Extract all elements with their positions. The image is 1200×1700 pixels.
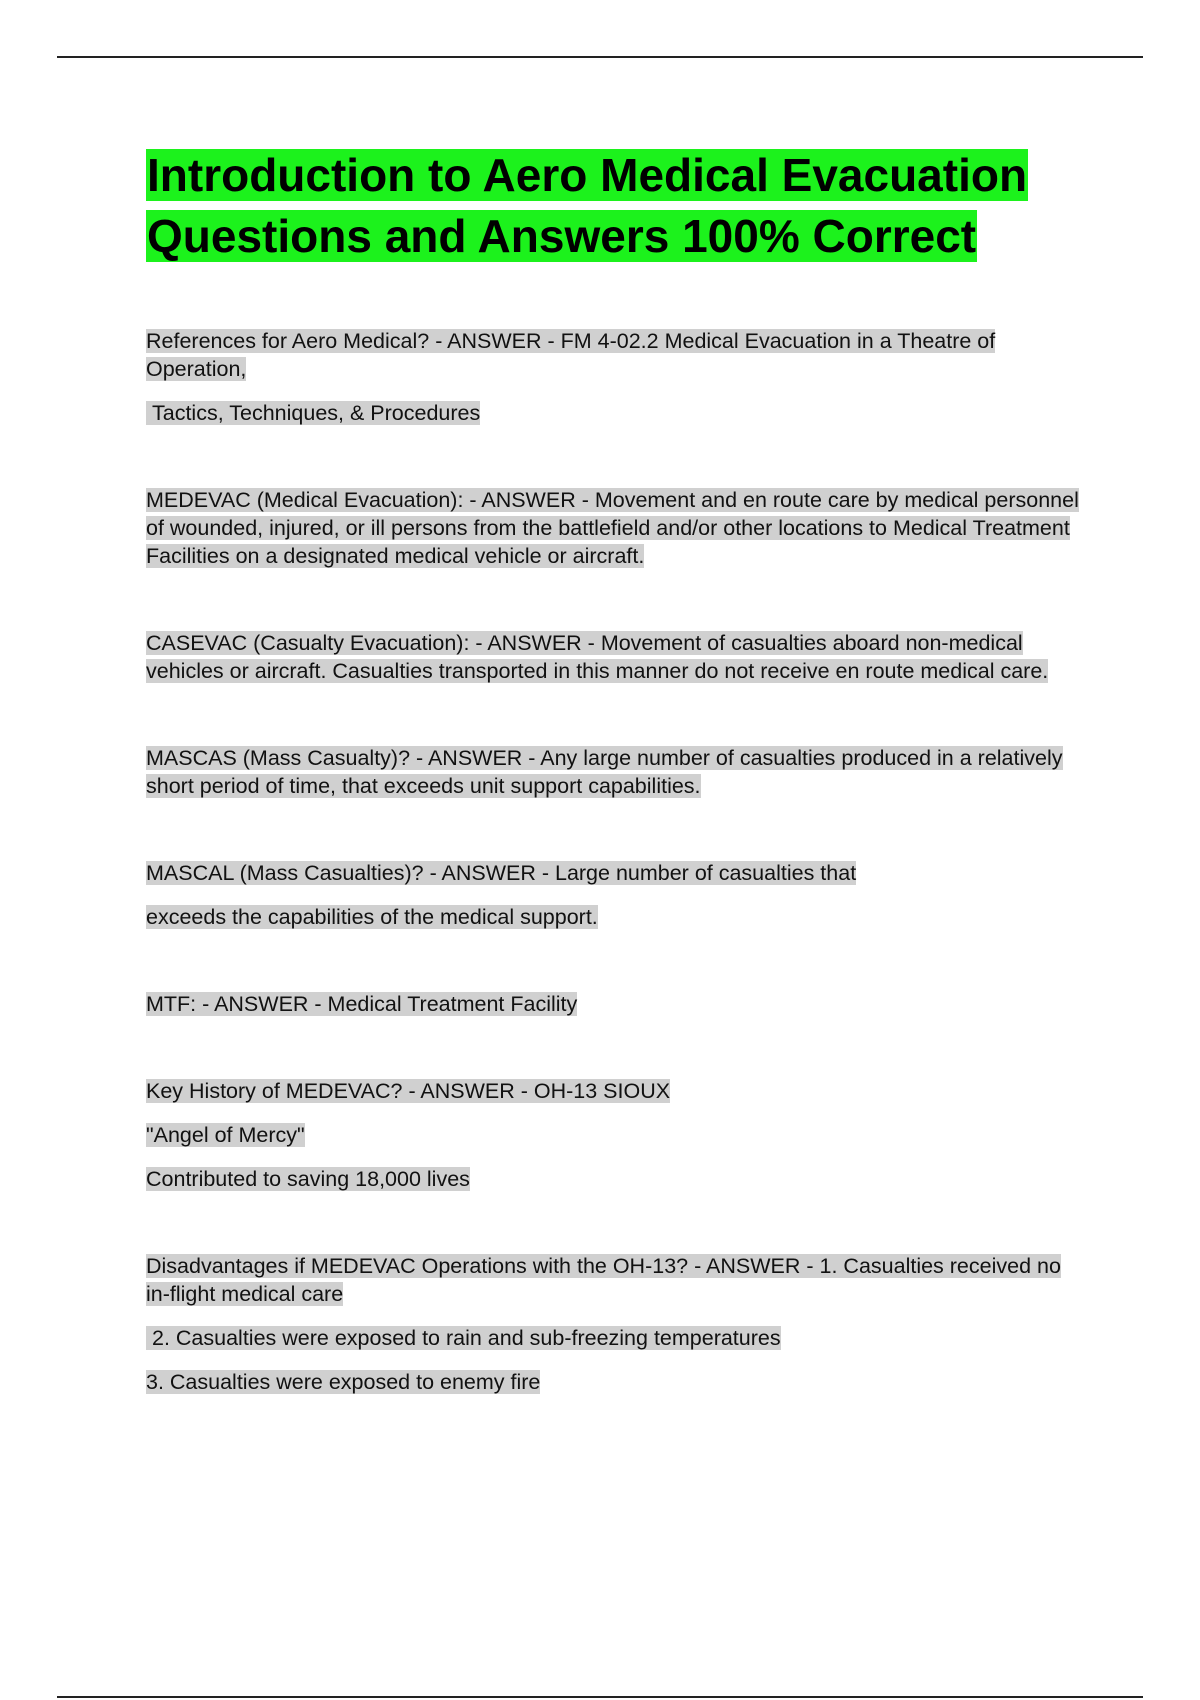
document-body (146, 145, 1086, 1455)
qa-text: References for Aero Medical? - ANSWER - FM 4-02.2 Medical Evacuation in a Theatre of Operation, (146, 329, 996, 381)
qa-text: Tactics, Techniques, & Procedures (146, 401, 481, 425)
qa-item (146, 744, 1086, 800)
qa-item (146, 1077, 1086, 1193)
qa-text: Key History of MEDEVAC? - ANSWER - OH-13 SIOUX (146, 1079, 671, 1103)
qa-text: exceeds the capabilities of the medical support. (146, 905, 598, 929)
title-line-1: Introduction to Aero Medical Evacuation (147, 149, 1028, 201)
qa-text: MASCAL (Mass Casualties)? - ANSWER - Large number of casualties that (146, 861, 857, 885)
title-line-2: Questions and Answers 100% Correct (147, 210, 977, 262)
qa-text: MTF: - ANSWER - Medical Treatment Facility (146, 992, 578, 1016)
qa-item (146, 486, 1086, 570)
qa-text: CASEVAC (Casualty Evacuation): - ANSWER - Movement of casualties aboard non-medical vehicles or aircraft. Casualties transported in this manner do not receive en route medical care. (146, 631, 1049, 683)
qa-item (146, 859, 1086, 931)
qa-list (146, 327, 1086, 1396)
document-title (146, 145, 1086, 267)
footer-rule (57, 1696, 1143, 1698)
qa-item (146, 1252, 1086, 1396)
qa-text: Disadvantages if MEDEVAC Operations with the OH-13? - ANSWER - 1. Casualties received no in-flight medical care (146, 1254, 1061, 1306)
qa-item (146, 990, 1086, 1018)
qa-text: MASCAS (Mass Casualty)? - ANSWER - Any large number of casualties produced in a relatively short period of time, that exceeds unit support capabilities. (146, 746, 1063, 798)
header-rule (57, 56, 1143, 58)
qa-text: 3. Casualties were exposed to enemy fire (146, 1370, 541, 1394)
qa-item (146, 327, 1086, 427)
qa-text: "Angel of Mercy" (146, 1123, 305, 1147)
qa-item (146, 629, 1086, 685)
qa-text: MEDEVAC (Medical Evacuation): - ANSWER - Movement and en route care by medical personnel of wounded, injured, or ill persons from the battlefield and/or other locations to Medical Treatment Facilities on a designated medical vehicle or aircraft. (146, 488, 1079, 568)
qa-text: Contributed to saving 18,000 lives (146, 1167, 470, 1191)
qa-text: 2. Casualties were exposed to rain and sub-freezing temperatures (146, 1326, 781, 1350)
